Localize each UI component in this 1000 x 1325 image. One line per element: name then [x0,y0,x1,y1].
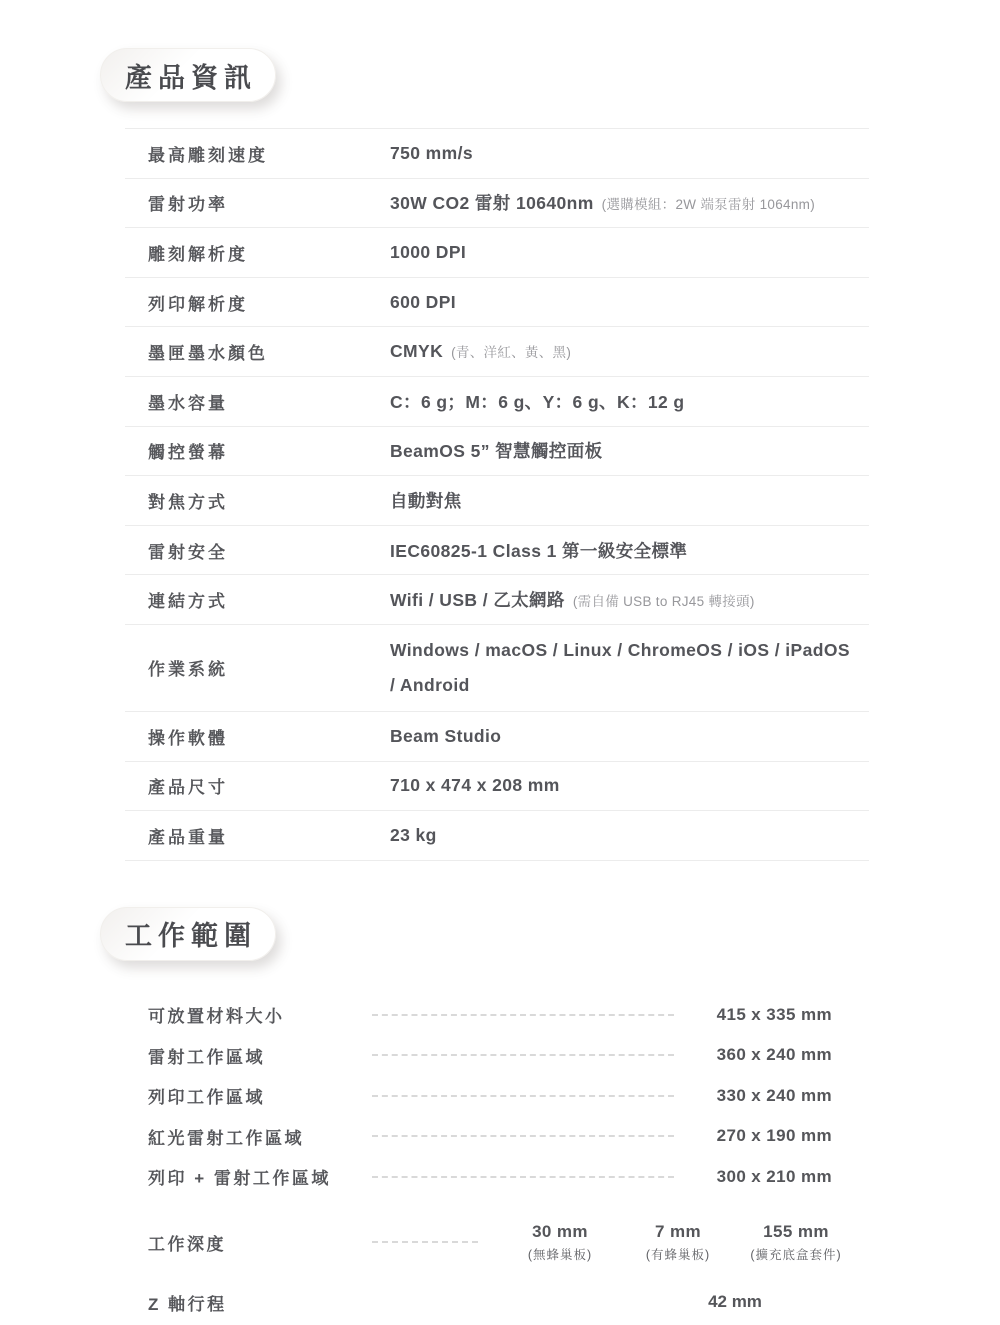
dashed-leader [372,1054,674,1056]
section-title: 工作範圍 [125,921,257,952]
spec-value: 1000 DPI [390,241,467,262]
section-title: 產品資訊 [125,62,257,93]
spec-value: CMYK [390,341,444,362]
depth-option-with-honeycomb [632,1222,724,1263]
range-row-red-laser-work-area [125,1116,869,1157]
depth-value: 7 mm [654,1221,701,1241]
dashed-leader-short [372,1241,478,1243]
spec-label: 對焦方式 [148,492,228,512]
spec-row-software [125,712,869,762]
spec-value: 750 mm/s [390,142,473,163]
spec-value: C：6 g；M：6 g、Y：6 g、K：12 g [390,391,685,412]
spec-value: 600 DPI [390,291,457,312]
spec-label: 最高雕刻速度 [148,145,268,165]
spec-row-focus-method [125,476,869,526]
depth-note: (有蜂巢板) [645,1247,711,1262]
range-label: 工作深度 [148,1234,226,1254]
range-value: 300 x 210 mm [716,1166,832,1186]
spec-note: (選購模組：2W 端泵雷射 1064nm) [601,197,815,213]
spec-value: Windows / macOS / Linux / ChromeOS / iOS / iPadOS / Android [390,639,850,695]
range-row-print-work-area [125,1076,869,1117]
spec-label: 產品尺寸 [148,778,228,798]
spec-row-operating-system [125,625,869,712]
range-value: 270 x 190 mm [716,1126,832,1146]
range-row-work-depth [125,1213,869,1271]
depth-value: 155 mm [763,1221,829,1241]
spec-row-engraving-resolution [125,228,869,278]
spec-label: 墨匣墨水顏色 [148,344,268,364]
range-value: 415 x 335 mm [716,1004,832,1024]
spec-value: Beam Studio [390,725,502,746]
dashed-leader [372,1135,674,1137]
range-value: 42 mm [708,1292,762,1312]
spec-label: 雷射安全 [148,542,228,562]
spec-label: 墨水容量 [148,393,228,413]
depth-option-no-honeycomb [514,1222,606,1263]
spec-value: 23 kg [390,824,437,845]
spec-label: 作業系統 [148,660,228,680]
depth-note: (擴充底盒套件) [750,1247,842,1262]
spec-note: (需自備 USB to RJ45 轉接頭) [572,594,755,610]
section-badge-work-range [100,907,276,961]
spec-label: 連結方式 [148,592,228,612]
dashed-leader [372,1176,674,1178]
spec-value: 自動對焦 [390,490,462,511]
spec-row-ink-colors [125,327,869,377]
spec-value: 710 x 474 x 208 mm [390,775,560,796]
dashed-leader [372,1095,674,1097]
spec-row-touchscreen [125,427,869,477]
spec-label: 觸控螢幕 [148,443,228,463]
spec-label: 列印解析度 [148,294,248,314]
spec-label: 操作軟體 [148,728,228,748]
range-label: 可放置材料大小 [148,1007,285,1027]
spec-label: 雕刻解析度 [148,244,248,264]
section-badge-product-info [100,48,276,102]
work-range-table [125,995,869,1325]
depth-value: 30 mm [532,1221,588,1241]
spec-label: 產品重量 [148,827,228,847]
range-value: 330 x 240 mm [716,1085,832,1105]
spec-row-print-resolution [125,278,869,328]
depth-note: (無蜂巢板) [527,1247,593,1262]
dashed-leader [372,1014,674,1016]
spec-value: BeamOS 5” 智慧觸控面板 [390,441,603,462]
range-row-z-axis-travel [125,1279,869,1325]
range-label: Z 軸行程 [148,1294,227,1314]
spec-row-max-engraving-speed [125,129,869,179]
depth-option-extension-base [750,1222,842,1263]
range-label: 列印工作區域 [148,1088,265,1108]
spec-row-laser-power [125,179,869,229]
spec-label: 雷射功率 [148,195,228,215]
spec-note: (青、洋紅、黃、黑) [451,345,572,361]
range-row-print-plus-laser-work-area [125,1157,869,1198]
range-row-material-size [125,995,869,1036]
spec-row-product-weight [125,811,869,861]
range-label: 雷射工作區域 [148,1047,265,1067]
range-row-laser-work-area [125,1035,869,1076]
range-value: 360 x 240 mm [716,1045,832,1065]
range-label: 紅光雷射工作區域 [148,1128,304,1148]
spec-row-connectivity [125,575,869,625]
product-info-table [125,128,869,861]
spec-row-laser-safety [125,526,869,576]
spec-row-product-dimensions [125,762,869,812]
spec-value: 30W CO2 雷射 10640nm [390,193,594,214]
spec-row-ink-capacity [125,377,869,427]
range-label: 列印 + 雷射工作區域 [148,1169,331,1189]
spec-value: Wifi / USB / 乙太網路 [390,590,565,611]
spec-value: IEC60825-1 Class 1 第一級安全標準 [390,540,688,561]
